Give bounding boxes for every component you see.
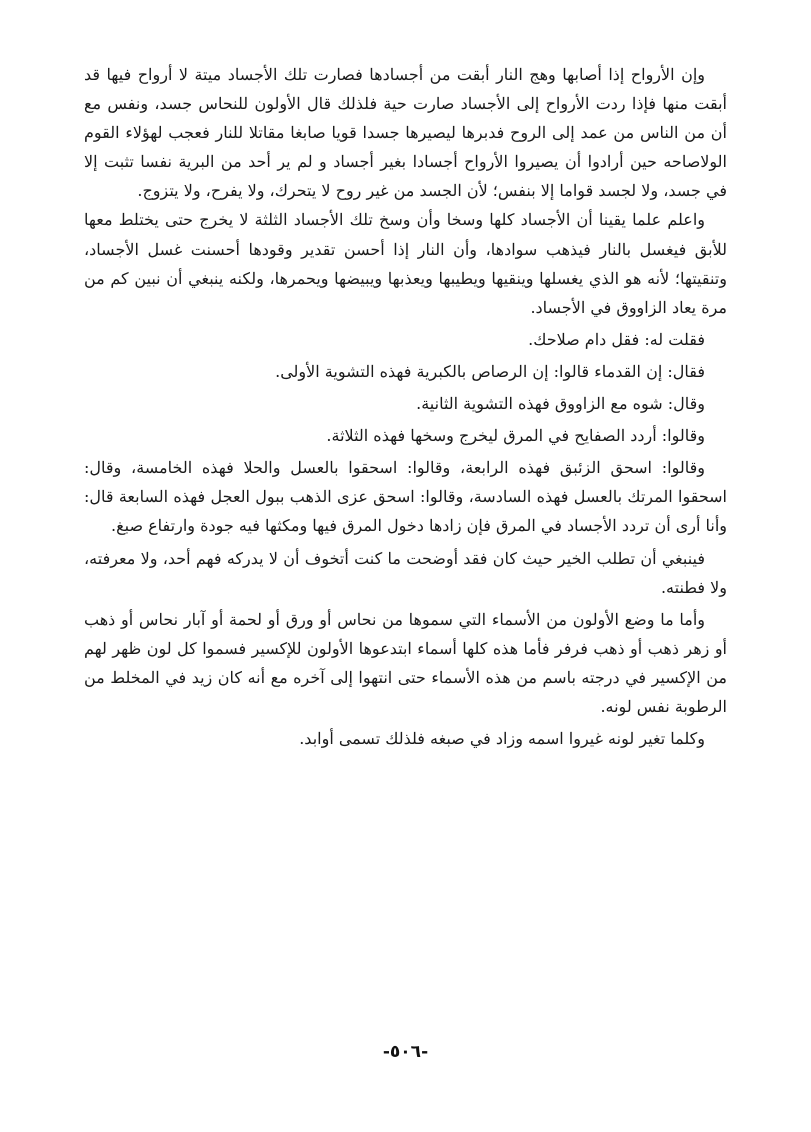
paragraph-5: وقال: شوه مع الزاووق فهذه التشوية الثانية. bbox=[416, 394, 705, 414]
paragraph-9: وأما ما وضع الأولون من الأسماء التي سموها من نحاس أو ورق أو لحمة أو آبار نحاس أو ذهب أو زهر ذهب أو ذهب فرفر فأما هذه كلها أسماء ابتدعوها الأولون للإكسير فسموا كل لون ظهر لهم من الإكسير في درجته باسم من هذه الأسماء حتى انتهوا إلى آخره مع أنه كان زيد في المخلط من الرطوبة نفس لونه. bbox=[84, 609, 727, 716]
paragraph-6: وقالوا: أردد الصفايح في المرق ليخرج وسخها فهذه الثلاثة. bbox=[326, 426, 705, 446]
page-body bbox=[84, 60, 727, 753]
paragraph-3: فقلت له: فقل دام صلاحك. bbox=[528, 329, 705, 349]
paragraph-1: وإن الأرواح إذا أصابها وهج النار أبقت من أجسادها فصارت تلك الأجساد ميتة لا أرواح فيها قد أبقت منها فإذا ردت الأرواح إلى الأجساد صارت حية فلذلك قال الأولون للنحاس جسد، ونفس مع أن من الناس من عمد إلى الروح فدبرها ليصيرها جسدا قويا صابغا مقاتلا للنار فعجب لهؤلاء القوم الولاصاحه حين أرادوا أن يصيروا الأرواح أجسادا بغير أجساد و لم ير أحد من البرية نفسا تثبت إلا في جسد، ولا لجسد قواما إلا بنفس؛ لأن الجسد من غير روح لا يتحرك، ولا يفرح، ولا يتزوج. bbox=[84, 65, 727, 201]
paragraph-4: فقال: إن القدماء قالوا: إن الرصاص بالكبرية فهذه التشوية الأولى. bbox=[275, 361, 705, 381]
page-number: -٥٠٦- bbox=[382, 1042, 429, 1062]
paragraph-8: فينبغي أن تطلب الخير حيث كان فقد أوضحت ما كنت أتخوف أن لا يدركه فهم أحد، ولا معرفته، ولا فطنته. bbox=[84, 548, 727, 597]
paragraph-7: وقالوا: اسحق الزئبق فهذه الرابعة، وقالوا: اسحقوا بالعسل والحلا فهذه الخامسة، وقال: اسحقوا المرتك بالعسل فهذه السادسة، وقالوا: اسحق عزى الذهب ببول العجل فهذه السابعة قال: وأنا أرى أن تردد الأجساد في المرق فإن زادها دخول المرق فيها ومكثها فيه جودة وارتفاع صبغ. bbox=[84, 458, 727, 536]
paragraph-10: وكلما تغير لونه غيروا اسمه وزاد في صبغه فلذلك تسمى أوابد. bbox=[299, 729, 705, 749]
paragraph-2: واعلم علما يقينا أن الأجساد كلها وسخا وأن وسخ تلك الأجساد الثلثة لا يخرج حتى يختلط معها للأبق فيغسل بالنار فيذهب سوادها، وأن النار إذا أحسن تقدير وقودها أحسنت غسل الأجساد، وتنقيتها؛ لأنه هو الذي يغسلها وينقيها ويطيبها ويعذبها ويبيضها ويحمرها، ولكنه ينبغي أن نبين كم من مرة يعاد الزاووق في الأجساد. bbox=[84, 210, 727, 317]
